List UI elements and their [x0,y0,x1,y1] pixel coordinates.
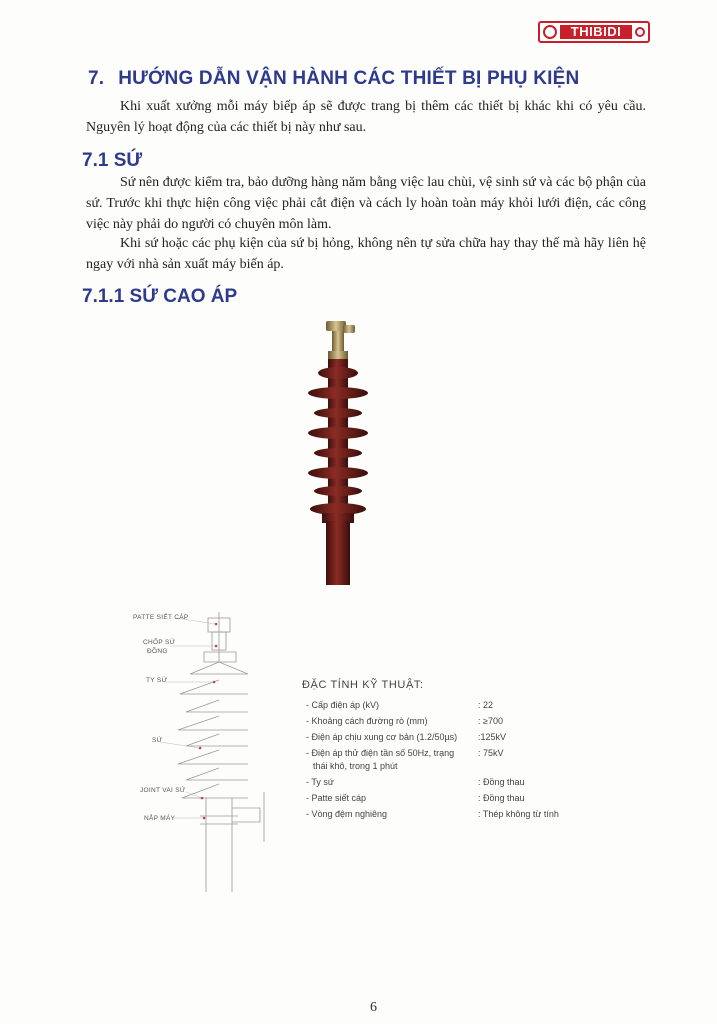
specs-title: ĐẶC TÍNH KỸ THUẬT: [302,679,424,691]
maintenance-paragraph: Sứ nên được kiểm tra, bảo dưỡng hàng năm bằng việc lau chùi, vệ sinh sứ và các bộ phận của sứ. Trước khi thực hiện công việc phải cắt điện và cách ly hoàn toàn máy khỏi lưới điện, các công việc này phải do người có chuyên môn làm. [86,175,646,232]
spec-row: - Cấp điện áp (kV) : 22 [306,700,494,710]
spec-row: - Khoảng cách đường rò (mm) : ≥700 [306,716,503,726]
spec-row: - Điện áp chịu xung cơ bản (1.2/50µs) :125kV [306,732,507,742]
label-ty-su: TY SỨ [146,677,168,684]
subsubsection-heading: 7.1.1 SỨ CAO ÁP [82,286,238,307]
bushing-photo [290,315,390,590]
section-number: 7. [88,68,105,89]
spec-row: - Vòng đệm nghiêng : Thép không từ tính [306,809,559,819]
section-title: HƯỚNG DẪN VẬN HÀNH CÁC THIẾT BỊ PHỤ KIỆN [118,68,580,89]
label-chop-2: ĐỒNG [147,648,168,655]
label-chop-1: CHỐP SỨ [143,639,176,646]
logo-ring-icon [543,25,557,39]
label-nap-may: NẮP MÁY [144,815,176,822]
subsection-heading: 7.1 SỨ [82,150,143,171]
label-joint: JOINT VAI SỨ [140,787,186,794]
label-su: SỨ [152,737,163,744]
spec-row: - Patte siết cáp : Đồng thau [306,793,525,803]
page-number: 6 [370,1000,377,1015]
repair-paragraph: Khi sứ hoặc các phụ kiện của sứ bị hỏng, không nên tự sửa chữa hay thay thế mà hãy liên hệ ngay với nhà sản xuất máy biến áp. [86,236,646,272]
spec-row: - Ty sứ : Đồng thau [306,777,525,787]
intro-paragraph: Khi xuất xưởng mỗi máy biếp áp sẽ được trang bị thêm các thiết bị khác khi có yêu cầu. Nguyên lý hoạt động của các thiết bị này như sau. [86,99,646,135]
spec-row-continuation: thái khô, trong 1 phút [313,761,398,771]
logo-ring-icon [635,27,645,37]
label-patte: PATTE SIẾT CÁP [133,614,189,621]
specs-table [306,697,596,822]
bushing-drawing [120,602,290,902]
thibidi-logo [538,21,650,43]
logo-text: THIBIDI [560,25,632,39]
spec-row: - Điện áp thử điện tần số 50Hz, trạng : 75kV [306,748,504,758]
section-heading [88,68,579,90]
